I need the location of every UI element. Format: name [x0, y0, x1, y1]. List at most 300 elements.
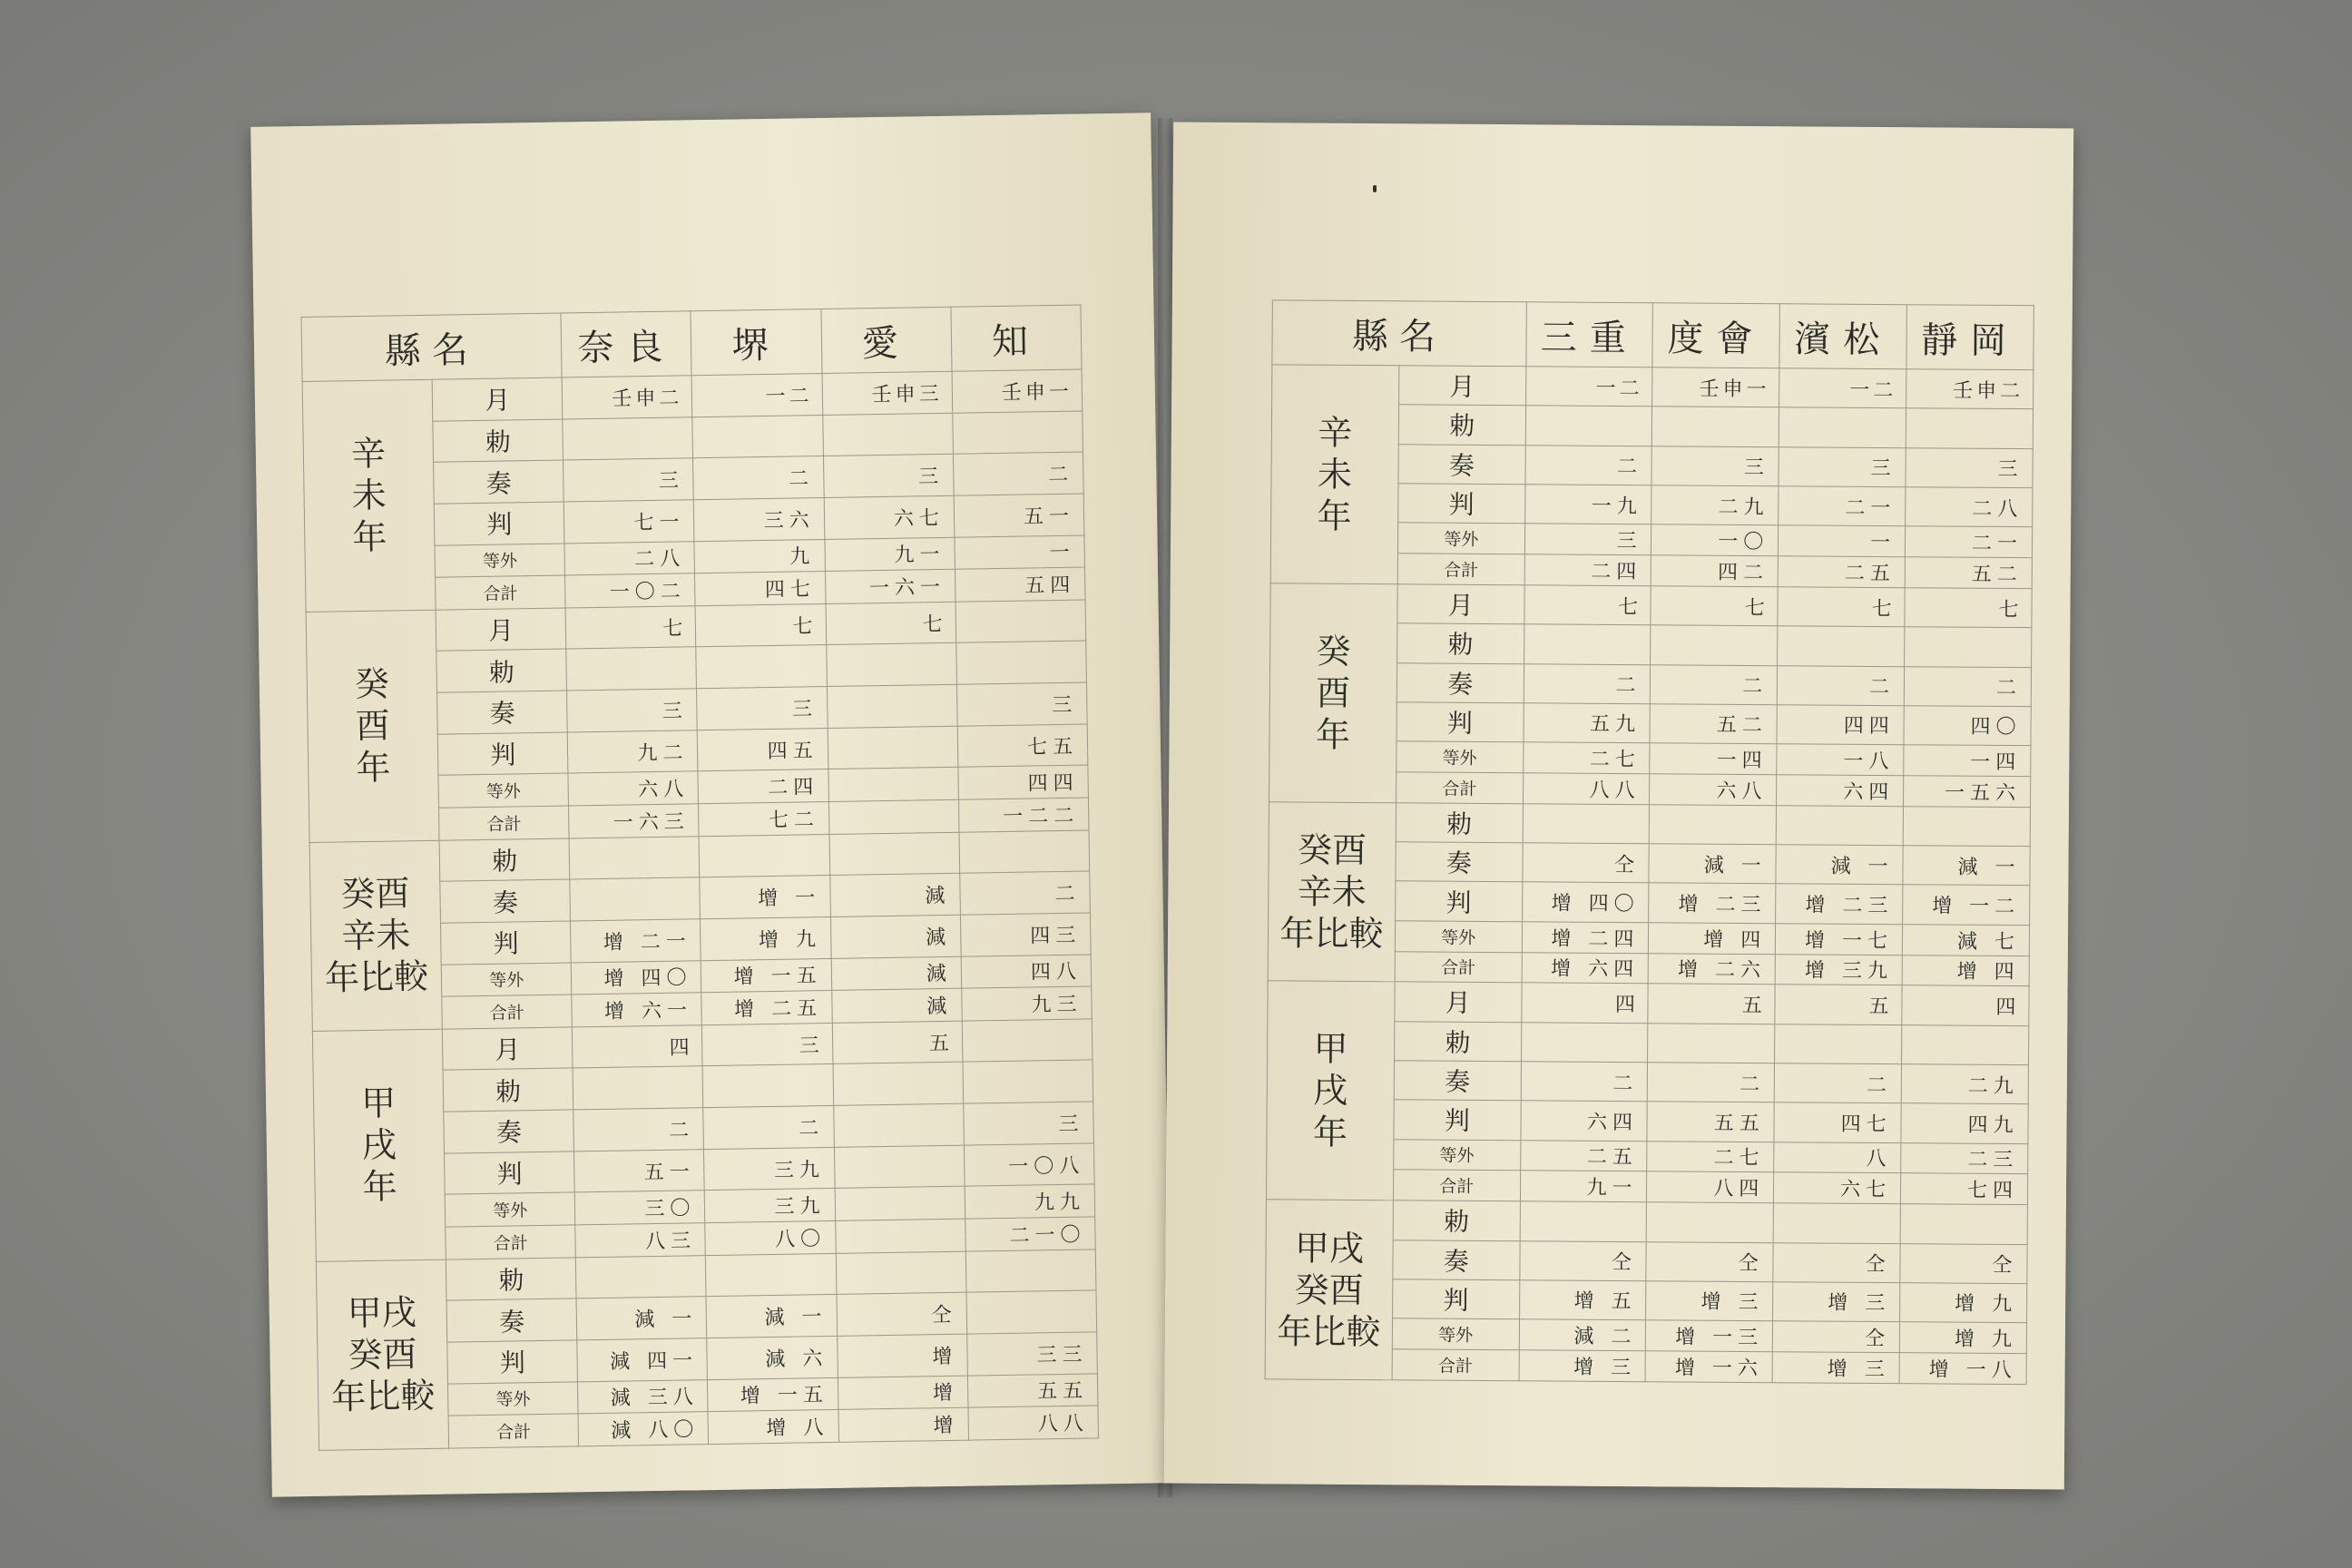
value-cell: 二 [703, 1106, 834, 1150]
value-cell [1520, 1201, 1647, 1241]
row-label: 勅 [1398, 405, 1525, 445]
value-cell [1905, 627, 2032, 667]
value-cell [1521, 1022, 1648, 1062]
value-cell: 一 [955, 535, 1085, 570]
value-cell: 七 [826, 602, 956, 645]
value-cell: 增 三 [1519, 1350, 1646, 1382]
value-cell: 七一 [564, 500, 695, 544]
row-label: 勅 [446, 1258, 576, 1301]
year-label [306, 610, 439, 842]
value-cell: 二五 [1779, 556, 1906, 588]
value-cell [1779, 407, 1906, 447]
value-cell: 二一 [1906, 526, 2033, 558]
value-cell: 增 九 [701, 916, 831, 960]
row-label: 奏 [1394, 1061, 1521, 1101]
year-label-part: 年比較 [324, 956, 429, 998]
value-cell: 增 四〇 [1522, 882, 1649, 922]
year-label-part: 甲戌 [1294, 1228, 1365, 1269]
row-label: 合計 [1393, 1170, 1520, 1201]
value-cell [829, 832, 960, 876]
value-cell: 四四 [958, 765, 1089, 799]
value-cell: 三 [823, 455, 954, 498]
value-cell: 增 二三 [1649, 883, 1776, 923]
row-label: 等外 [435, 544, 565, 578]
year-label [1268, 802, 1396, 983]
row-label: 勅 [439, 838, 570, 882]
value-cell [1900, 1204, 2027, 1244]
value-cell: 壬申一 [952, 369, 1083, 413]
value-cell [826, 643, 956, 687]
value-cell [569, 836, 700, 879]
value-cell: 九 [694, 539, 825, 573]
value-cell: 六四 [1777, 775, 1904, 807]
value-cell: 增 二四 [1522, 921, 1649, 953]
value-cell: 增 四 [1649, 922, 1776, 954]
row-label: 合計 [436, 575, 566, 610]
row-label: 合計 [439, 806, 570, 840]
year-label-part: 癸 [354, 663, 390, 705]
value-cell: 八〇 [705, 1220, 836, 1255]
value-cell: 九九 [965, 1184, 1095, 1219]
value-cell: 減 三八 [578, 1379, 709, 1414]
left-page [250, 113, 1172, 1496]
value-cell: 二 [573, 1108, 704, 1152]
value-cell: 六四 [1521, 1101, 1648, 1141]
value-cell: 九三 [961, 986, 1092, 1021]
value-cell: 二七 [1647, 1141, 1774, 1172]
value-cell: 二一 [1779, 486, 1906, 526]
header-corner-label: 縣名 [301, 313, 562, 381]
value-cell: 增 一三 [1646, 1320, 1773, 1352]
year-label [1266, 981, 1395, 1200]
value-cell: 一 [1779, 525, 1906, 557]
value-cell: 一六三 [569, 804, 700, 838]
value-cell: 三 [956, 682, 1087, 726]
year-label-part: 未 [351, 475, 387, 516]
row-label: 判 [1398, 484, 1525, 524]
year-label-part: 癸酉 [1297, 829, 1367, 871]
row-label: 月 [442, 1027, 573, 1071]
value-cell: 二 [1648, 1063, 1775, 1102]
value-cell: 二 [1524, 663, 1651, 703]
value-cell [573, 1066, 703, 1110]
value-cell: 仝 [1773, 1242, 1900, 1282]
value-cell: 仝 [1646, 1241, 1773, 1281]
value-cell: 增 一五 [708, 1377, 838, 1412]
value-cell: 仝 [1773, 1321, 1900, 1353]
value-cell: 三九 [705, 1189, 836, 1223]
row-label: 合計 [1396, 772, 1523, 804]
value-cell: 減 一 [706, 1295, 837, 1338]
row-label: 等外 [438, 773, 569, 808]
value-cell: 四九 [1901, 1103, 2028, 1143]
year-label [1265, 1200, 1393, 1380]
value-cell: 四五 [698, 728, 828, 771]
row-label: 等外 [1397, 523, 1524, 554]
row-label: 勅 [1396, 623, 1524, 663]
value-cell: 三〇 [575, 1191, 706, 1225]
value-cell [1523, 804, 1650, 844]
row-label: 合計 [1397, 554, 1524, 585]
value-cell [1524, 624, 1651, 664]
row-label: 判 [1392, 1279, 1519, 1319]
table-row [1269, 802, 2030, 847]
value-cell: 三 [1524, 524, 1651, 555]
row-label: 勅 [443, 1068, 573, 1112]
value-cell [828, 768, 959, 802]
value-cell [700, 834, 830, 877]
header-row [301, 305, 1082, 381]
row-label: 合計 [446, 1225, 576, 1259]
value-cell [835, 1187, 965, 1221]
value-cell: 二九 [1901, 1064, 2028, 1104]
value-cell: 五 [1648, 984, 1775, 1024]
value-cell: 二八 [1906, 487, 2033, 527]
value-cell [835, 1219, 965, 1253]
value-cell: 三 [1779, 446, 1906, 486]
value-cell: 增 一二 [1903, 885, 2030, 925]
row-label: 奏 [437, 691, 568, 734]
value-cell: 四七 [1774, 1102, 1901, 1142]
value-cell: 七 [696, 603, 827, 647]
value-cell: 一二 [1779, 368, 1906, 408]
value-cell: 二四 [1524, 554, 1651, 586]
value-cell [1778, 626, 1905, 666]
value-cell: 八八 [1523, 773, 1650, 805]
value-cell [1903, 806, 2030, 846]
row-label: 勅 [1394, 1021, 1521, 1061]
value-cell: 七 [1778, 587, 1905, 627]
value-cell: 三 [697, 687, 828, 730]
value-cell: 增 [838, 1376, 968, 1410]
value-cell: 減 七 [1903, 924, 2030, 956]
value-cell: 增 [838, 1407, 969, 1442]
value-cell [563, 416, 693, 460]
value-cell [706, 1253, 837, 1297]
value-cell: 七 [1905, 588, 2032, 628]
year-label-part: 甲 [360, 1083, 397, 1124]
value-cell [1775, 1024, 1902, 1063]
year-label-part: 酉 [1316, 672, 1351, 713]
value-cell [836, 1251, 966, 1295]
year-label [309, 840, 442, 1031]
year-label-part: 年比較 [1279, 913, 1384, 955]
value-cell: 三九 [704, 1147, 835, 1191]
value-cell: 一〇 [1651, 524, 1779, 556]
value-cell [828, 726, 958, 769]
row-label: 奏 [1398, 444, 1525, 484]
value-cell: 壬申二 [562, 376, 692, 419]
value-cell: 三三 [966, 1332, 1097, 1376]
value-cell: 增 三九 [1775, 954, 1902, 985]
value-cell [702, 1064, 833, 1108]
value-cell: 二 [1521, 1062, 1648, 1102]
value-cell: 增 八 [708, 1410, 838, 1445]
year-label [302, 379, 436, 612]
value-cell: 增 三 [1772, 1352, 1899, 1384]
row-label: 判 [437, 732, 568, 776]
value-cell: 一〇八 [964, 1143, 1094, 1187]
prefecture-header: 知 [951, 305, 1082, 371]
value-cell: 二三 [1901, 1142, 2028, 1174]
row-label: 判 [1394, 1100, 1521, 1140]
value-cell [833, 1063, 964, 1106]
value-cell: 一四 [1650, 743, 1777, 775]
value-cell [696, 645, 827, 689]
row-label: 等外 [1392, 1318, 1519, 1350]
value-cell: 減 四一 [577, 1338, 708, 1382]
row-label: 奏 [1396, 662, 1524, 702]
value-cell [959, 830, 1090, 874]
row-label: 月 [432, 377, 563, 421]
header-corner-label: 縣名 [1272, 300, 1526, 367]
value-cell: 增 一七 [1776, 923, 1903, 955]
value-cell: 增 六四 [1522, 952, 1649, 984]
value-cell: 五 [832, 1021, 963, 1064]
value-cell: 三 [963, 1102, 1093, 1145]
value-cell: 增 一六 [1646, 1351, 1773, 1383]
value-cell: 三六 [694, 497, 825, 541]
value-cell [828, 799, 959, 834]
year-label-part: 甲戌 [347, 1292, 417, 1334]
value-cell: 八 [1774, 1142, 1901, 1173]
value-cell [566, 647, 697, 691]
value-cell: 增 二一 [571, 919, 701, 963]
value-cell: 增 [837, 1334, 967, 1377]
value-cell: 二 [1904, 666, 2031, 706]
value-cell: 仝 [1523, 843, 1650, 883]
year-label-part: 戌 [1313, 1070, 1348, 1112]
value-cell: 九一 [1520, 1171, 1647, 1202]
row-label: 勅 [1393, 1200, 1520, 1240]
value-cell: 五一 [574, 1149, 705, 1192]
row-label: 判 [447, 1340, 578, 1384]
value-cell [827, 684, 957, 728]
value-cell [570, 877, 701, 921]
value-cell: 三 [564, 458, 694, 502]
year-label [1270, 365, 1399, 584]
ink-dot [1373, 185, 1377, 192]
value-cell: 一〇二 [565, 573, 696, 608]
value-cell [963, 1060, 1093, 1103]
value-cell: 六七 [824, 495, 955, 539]
value-cell: 二 [1778, 665, 1905, 705]
row-label: 奏 [440, 879, 571, 923]
value-cell: 五二 [1650, 704, 1777, 744]
year-label-part: 癸酉 [1294, 1269, 1364, 1310]
row-label: 合計 [1395, 951, 1522, 983]
value-cell: 壬申一 [1652, 368, 1779, 407]
value-cell: 增 二五 [701, 991, 832, 1025]
value-cell: 減 八〇 [578, 1412, 709, 1446]
value-cell: 一二 [1525, 367, 1652, 407]
value-cell: 仝 [1520, 1240, 1647, 1280]
value-cell: 增 九 [1900, 1282, 2027, 1322]
right-page [1164, 122, 2073, 1490]
value-cell: 二 [1651, 664, 1778, 704]
value-cell: 七 [1524, 585, 1651, 625]
value-cell: 增 六一 [572, 993, 702, 1027]
value-cell [576, 1255, 707, 1298]
value-cell: 增 五 [1519, 1280, 1646, 1320]
prefecture-header: 三重 [1526, 302, 1653, 368]
header-row [1272, 300, 2034, 370]
row-label: 等外 [445, 1192, 575, 1227]
value-cell: 八八 [968, 1406, 1099, 1440]
value-cell: 七四 [1901, 1173, 2028, 1205]
year-label [1269, 583, 1398, 803]
value-cell [1777, 805, 1904, 845]
value-cell: 增 三 [1646, 1281, 1773, 1321]
value-cell: 二 [953, 452, 1083, 495]
value-cell [1525, 406, 1652, 446]
value-cell: 七 [1651, 586, 1778, 626]
row-label: 等外 [1394, 1139, 1521, 1171]
value-cell: 二 [693, 456, 824, 500]
value-cell: 增 九 [1899, 1322, 2026, 1354]
table-row [1272, 365, 2034, 409]
value-cell: 五九 [1524, 703, 1651, 743]
value-cell: 一二二 [958, 798, 1089, 832]
value-cell: 增 四 [1902, 955, 2029, 986]
value-cell: 二 [960, 871, 1091, 915]
value-cell [1902, 1024, 2029, 1064]
year-label-part: 年比較 [330, 1376, 436, 1417]
year-label-part: 未 [1317, 454, 1353, 495]
value-cell: 七 [565, 606, 696, 650]
table-row [1266, 1200, 2027, 1244]
value-cell [965, 1250, 1096, 1293]
value-cell: 一九 [1524, 485, 1651, 524]
value-cell [956, 600, 1086, 643]
year-label-part: 年 [362, 1166, 397, 1208]
value-cell: 八四 [1647, 1171, 1774, 1203]
year-label-part: 年比較 [1277, 1310, 1381, 1352]
year-label-part: 年 [1312, 1112, 1348, 1153]
value-cell [1648, 1023, 1775, 1063]
year-label-part: 癸酉 [340, 873, 410, 915]
row-label: 月 [436, 608, 566, 652]
row-label: 合計 [448, 1414, 579, 1448]
value-cell [822, 413, 953, 456]
row-label: 等外 [441, 962, 572, 996]
value-cell: 減 二 [1519, 1319, 1646, 1351]
year-label-part: 甲 [1313, 1028, 1348, 1070]
left-statistics-table [300, 305, 1099, 1451]
year-label-part: 辛未 [1297, 871, 1367, 913]
value-cell: 減 一 [1903, 846, 2030, 886]
year-label-part: 辛 [1318, 412, 1353, 453]
row-label: 判 [445, 1152, 575, 1195]
value-cell [1651, 625, 1778, 665]
value-cell: 減 [831, 956, 962, 991]
value-cell: 四 [1902, 985, 2029, 1025]
value-cell: 二七 [1523, 742, 1650, 774]
year-label-part: 癸 [1316, 631, 1351, 671]
value-cell: 增 一五 [701, 958, 832, 993]
value-cell: 增 一八 [1899, 1353, 2026, 1385]
year-label-part: 癸酉 [348, 1334, 417, 1376]
value-cell: 二八 [564, 541, 695, 575]
value-cell: 減 一 [1776, 845, 1903, 885]
value-cell: 減 [831, 988, 962, 1023]
row-label: 等外 [1395, 920, 1522, 952]
value-cell: 增 四〇 [572, 960, 702, 995]
value-cell [1650, 804, 1777, 844]
value-cell: 二 [1775, 1063, 1902, 1103]
value-cell: 四三 [960, 913, 1091, 956]
value-cell: 二 [1525, 445, 1652, 485]
value-cell: 四八 [961, 954, 1092, 988]
row-label: 奏 [444, 1110, 574, 1153]
row-label: 月 [1395, 982, 1522, 1022]
value-cell [1652, 407, 1779, 446]
value-cell: 二四 [698, 769, 828, 804]
value-cell: 壬申三 [822, 371, 953, 415]
row-label: 勅 [436, 649, 567, 692]
value-cell [834, 1145, 965, 1189]
row-label: 判 [1395, 881, 1522, 921]
row-label: 勅 [1396, 803, 1523, 843]
value-cell: 增 一 [700, 876, 830, 919]
value-cell: 減 一 [1649, 844, 1776, 884]
value-cell: 五 [1775, 985, 1902, 1024]
value-cell: 五一 [954, 494, 1084, 537]
year-label-part: 年 [1317, 495, 1352, 536]
row-label: 合計 [1392, 1349, 1519, 1381]
prefecture-header: 愛 [821, 307, 952, 373]
value-cell: 五五 [1647, 1102, 1774, 1142]
year-label-part: 辛未 [340, 915, 411, 956]
value-cell: 增 三 [1773, 1282, 1900, 1322]
value-cell: 一八 [1777, 744, 1904, 776]
row-label: 合計 [442, 995, 573, 1029]
value-cell: 四二 [1651, 555, 1779, 587]
value-cell: 減 一 [576, 1297, 707, 1340]
prefecture-header: 奈良 [561, 311, 691, 377]
year-label-part: 酉 [355, 705, 391, 747]
year-label [316, 1259, 448, 1451]
value-cell: 增 二六 [1649, 953, 1776, 985]
value-cell [966, 1290, 1097, 1334]
row-label: 奏 [446, 1298, 577, 1342]
value-cell: 增 二三 [1776, 884, 1903, 924]
value-cell: 三 [702, 1023, 833, 1066]
value-cell: 減 [829, 873, 960, 916]
row-label: 月 [1398, 366, 1525, 406]
row-label: 月 [1397, 584, 1524, 624]
value-cell: 一六一 [825, 569, 956, 603]
row-label: 奏 [434, 460, 564, 504]
prefecture-header: 靜岡 [1906, 305, 2034, 370]
table-row [1270, 583, 2032, 628]
prefecture-header: 濱松 [1779, 304, 1906, 369]
value-cell: 壬申二 [1906, 369, 2034, 409]
value-cell [1773, 1203, 1900, 1243]
value-cell: 仝 [837, 1292, 967, 1336]
value-cell: 二一〇 [965, 1217, 1095, 1251]
year-label-part: 戌 [361, 1124, 397, 1166]
value-cell: 六七 [1774, 1172, 1901, 1204]
row-label: 判 [1396, 702, 1524, 742]
value-cell [833, 1103, 964, 1147]
value-cell: 六八 [1650, 774, 1777, 806]
value-cell: 一二 [692, 374, 823, 417]
year-label-part: 辛 [350, 434, 387, 475]
row-label: 判 [441, 921, 572, 965]
row-label: 奏 [1393, 1240, 1520, 1279]
right-statistics-table [1265, 299, 2034, 1385]
